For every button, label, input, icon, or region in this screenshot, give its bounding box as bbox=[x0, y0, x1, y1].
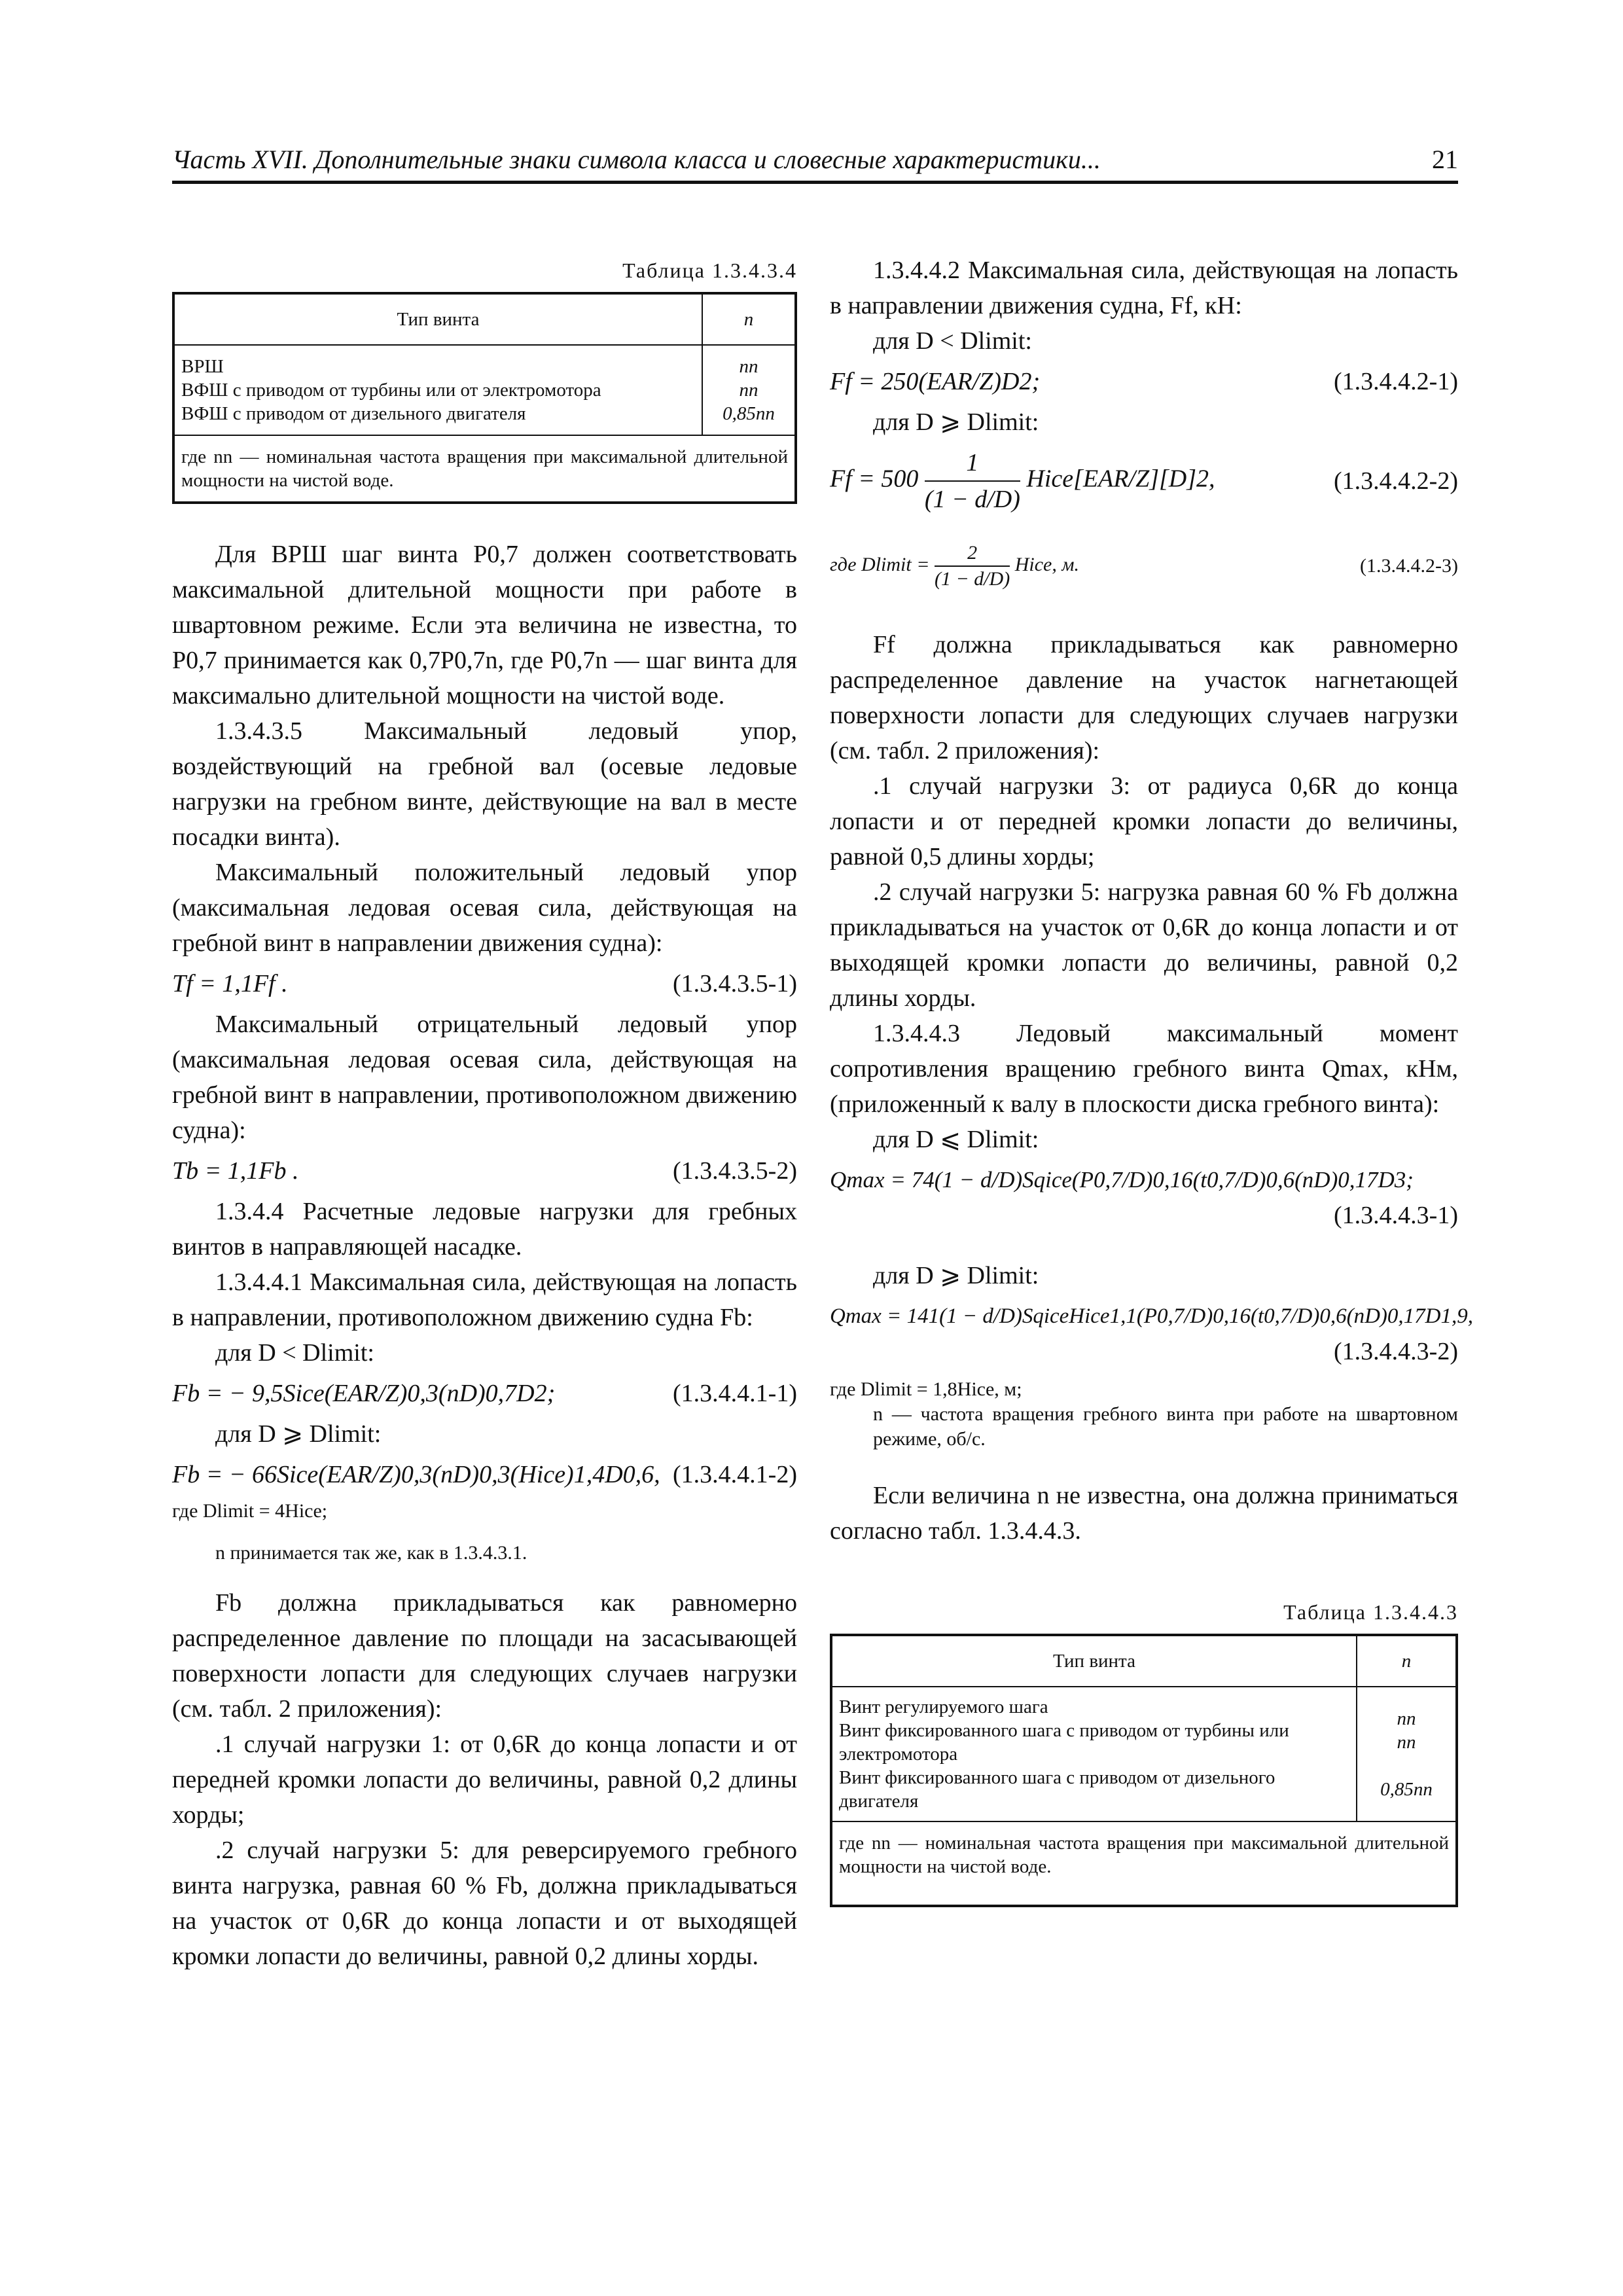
condition: для D ⩾ Dlimit: bbox=[873, 408, 1039, 436]
formula-expression: Tf = 1,1Ff . bbox=[172, 970, 288, 997]
formula-number: (1.3.4.4.2-2) bbox=[1334, 467, 1458, 495]
table-1-header-n: n bbox=[702, 293, 796, 345]
left-column bbox=[172, 253, 797, 1974]
page-header bbox=[172, 143, 1458, 184]
formula-expression: Ff = 500 $\frac{1}{(1 - d/D)}$ Hice[EAR/Z][D]2, bbox=[830, 445, 1215, 517]
paragraph: Для ВРШ шаг винта P0,7 должен соответствовать максимальной длительной мощности при работе в швартовном режиме. Если эта величина не известна, то P0,7 принимается как 0,7P0,7n, где P0,7n — шаг винта для максимально длительной мощности на чистой воде. bbox=[172, 541, 797, 709]
table-1-types bbox=[173, 345, 702, 435]
paragraph: .1 случай нагрузки 1: от 0,6R до конца лопасти и от передней кромки лопасти до величины, равной 0,2 длины хорды; bbox=[172, 1731, 797, 1829]
table-cell: nn bbox=[1397, 1708, 1416, 1729]
table-row: Винт фиксированного шага с приводом от дизельного двигателя bbox=[839, 1767, 1275, 1812]
table-cell: 0,85nn bbox=[722, 403, 775, 424]
paragraph: 1.3.4.4.1 Максимальная сила, действующая на лопасть в направлении, противоположном движению судна Fb: bbox=[172, 1268, 797, 1331]
formula-number: (1.3.4.4.2-3) bbox=[1360, 555, 1458, 577]
paragraph: 1.3.4.3.5 Максимальный ледовый упор, воздействующий на гребной вал (осевые ледовые нагрузки на гребном винте, действующие на вал в месте посадки винта). bbox=[172, 717, 797, 851]
table-1-grid bbox=[172, 292, 797, 504]
paragraph: Ff должна прикладываться как равномерно распределенное давление на участок нагнетающей поверхности лопасти для следующих случаев нагрузки (см. табл. 2 приложения): bbox=[830, 631, 1458, 764]
formula bbox=[830, 364, 1458, 399]
formula bbox=[172, 966, 797, 1001]
table-2 bbox=[830, 1594, 1458, 1907]
note: n — частота вращения гребного винта при работе на швартовном режиме, об/с. bbox=[873, 1403, 1458, 1450]
table-1-note: где nn — номинальная частота вращения при максимальной длительной мощности на чистой воде. bbox=[173, 435, 796, 503]
formula bbox=[830, 445, 1458, 517]
paragraph: 1.3.4.4 Расчетные ледовые нагрузки для гребных винтов в направляющей насадке. bbox=[172, 1198, 797, 1261]
formula-number: (1.3.4.3.5-2) bbox=[673, 1157, 797, 1185]
table-1-caption: Таблица 1.3.4.3.4 bbox=[622, 259, 797, 282]
table-cell: nn bbox=[1397, 1732, 1416, 1753]
condition: для D ⩽ Dlimit: bbox=[873, 1126, 1039, 1153]
formula-number: (1.3.4.4.1-2) bbox=[673, 1461, 797, 1488]
condition: для D ⩾ Dlimit: bbox=[215, 1420, 382, 1448]
right-column bbox=[830, 253, 1474, 1907]
condition: для D ⩾ Dlimit: bbox=[873, 1262, 1039, 1289]
formula-expression: Qmax = 74(1 − d/D)Sqice(P0,7/D)0,16(t0,7/D)0,6(nD)0,17D3; bbox=[830, 1167, 1414, 1193]
formula-number: (1.3.4.4.1-1) bbox=[673, 1380, 797, 1407]
paragraph: 1.3.4.4.3 Ледовый максимальный момент сопротивления вращению гребного винта Qmax, кНм, (приложенный к валу в плоскости диска гребного винта): bbox=[830, 1020, 1458, 1118]
formula-expression: где Dlimit = $\frac{2}{(1 - d/D)}$ Hice, м. bbox=[830, 541, 1079, 592]
table-2-grid bbox=[830, 1634, 1458, 1907]
paragraph: .1 случай нагрузки 3: от радиуса 0,6R до конца лопасти и от передней кромки лопасти до величины, равной 0,5 длины хорды; bbox=[830, 772, 1458, 870]
paragraph: Fb должна прикладываться как равномерно распределенное давление по площади на засасывающей поверхности лопасти для следующих случаев нагрузки (см. табл. 2 приложения): bbox=[172, 1589, 797, 1723]
formula-expression: Qmax = 141(1 − d/D)SqiceHice1,1(P0,7/D)0,16(t0,7/D)0,6(nD)0,17D1,9, bbox=[830, 1304, 1474, 1328]
table-row: ВФШ с приводом от турбины или от электромотора bbox=[181, 380, 601, 401]
table-cell: nn bbox=[739, 356, 758, 377]
fraction: $\frac{2}{(1 - d/D)}$ bbox=[934, 542, 1010, 590]
note: n принимается так же, как в 1.3.4.3.1. bbox=[215, 1542, 527, 1564]
formula bbox=[830, 1162, 1458, 1233]
formula-number: (1.3.4.3.5-1) bbox=[673, 970, 797, 997]
formula-expression: Fb = − 9,5Sice(EAR/Z)0,3(nD)0,7D2; bbox=[172, 1380, 556, 1407]
table-2-header-type: Тип винта bbox=[831, 1635, 1357, 1687]
table-1 bbox=[172, 253, 797, 504]
table-2-types bbox=[831, 1687, 1357, 1821]
note: где Dlimit = 4Hice; bbox=[172, 1500, 328, 1522]
formula bbox=[830, 530, 1458, 602]
table-1-header-type: Тип винта bbox=[173, 293, 702, 345]
paragraph: 1.3.4.4.2 Максимальная сила, действующая на лопасть в направлении движения судна, Ff, кН: bbox=[830, 257, 1458, 319]
formula-expression: Tb = 1,1Fb . bbox=[172, 1157, 299, 1185]
paragraph: Максимальный положительный ледовый упор (максимальная ледовая осевая сила, действующая на гребной винт в направлении движения судна): bbox=[172, 859, 797, 957]
formula bbox=[172, 1376, 797, 1411]
table-2-caption: Таблица 1.3.4.4.3 bbox=[1283, 1600, 1458, 1624]
table-row: ВФШ с приводом от дизельного двигателя bbox=[181, 403, 526, 424]
formula bbox=[172, 1457, 797, 1492]
fraction: $\frac{1}{(1 - d/D)}$ bbox=[925, 445, 1020, 517]
table-row: ВРШ bbox=[181, 356, 224, 377]
page-number: 21 bbox=[1432, 145, 1458, 174]
formula-number: (1.3.4.4.3-1) bbox=[1334, 1202, 1458, 1229]
table-row: Винт фиксированного шага с приводом от турбины или электромотора bbox=[839, 1720, 1289, 1765]
header-title: Часть XVII. Дополнительные знаки символа класса и словесные характеристики... bbox=[172, 145, 1101, 174]
formula-number: (1.3.4.4.2-1) bbox=[1334, 368, 1458, 395]
formula-number: (1.3.4.4.3-2) bbox=[1334, 1338, 1458, 1365]
table-row: Винт регулируемого шага bbox=[839, 1696, 1048, 1717]
table-cell: nn bbox=[739, 380, 758, 401]
note: где Dlimit = 1,8Hice, м; bbox=[830, 1378, 1022, 1400]
table-2-note: где nn — номинальная частота вращения при максимальной длительной мощности на чистой воде. bbox=[831, 1821, 1457, 1906]
formula bbox=[172, 1153, 797, 1189]
paragraph: .2 случай нагрузки 5: нагрузка равная 60 % Fb должна прикладываться на участок от 0,6R до конца лопасти и от выходящей кромки лопасти до величины, равной 0,2 длины хорды. bbox=[830, 878, 1458, 1012]
table-1-values bbox=[702, 345, 796, 435]
table-2-values bbox=[1357, 1687, 1457, 1821]
formula-expression: Fb = − 66Sice(EAR/Z)0,3(nD)0,3(Hice)1,4D0,6, bbox=[172, 1461, 660, 1488]
paragraph: Если величина n не известна, она должна приниматься согласно табл. 1.3.4.4.3. bbox=[830, 1482, 1458, 1545]
condition: для D < Dlimit: bbox=[215, 1339, 374, 1367]
formula bbox=[830, 1299, 1474, 1369]
formula-expression: Ff = 250(EAR/Z)D2; bbox=[830, 368, 1041, 395]
condition: для D < Dlimit: bbox=[873, 327, 1032, 355]
table-cell: 0,85nn bbox=[1380, 1779, 1433, 1800]
paragraph: .2 случай нагрузки 5: для реверсируемого гребного винта нагрузка, равная 60 % Fb, должна прикладываться на участок от 0,6R до конца лопасти и от выходящей кромки лопасти до величины, равной 0,2 длины хорды. bbox=[172, 1837, 797, 1970]
table-2-header-n: n bbox=[1357, 1635, 1457, 1687]
paragraph: Максимальный отрицательный ледовый упор (максимальная ледовая осевая сила, действующая на гребной винт в направлении, противоположном движению судна): bbox=[172, 1011, 797, 1144]
